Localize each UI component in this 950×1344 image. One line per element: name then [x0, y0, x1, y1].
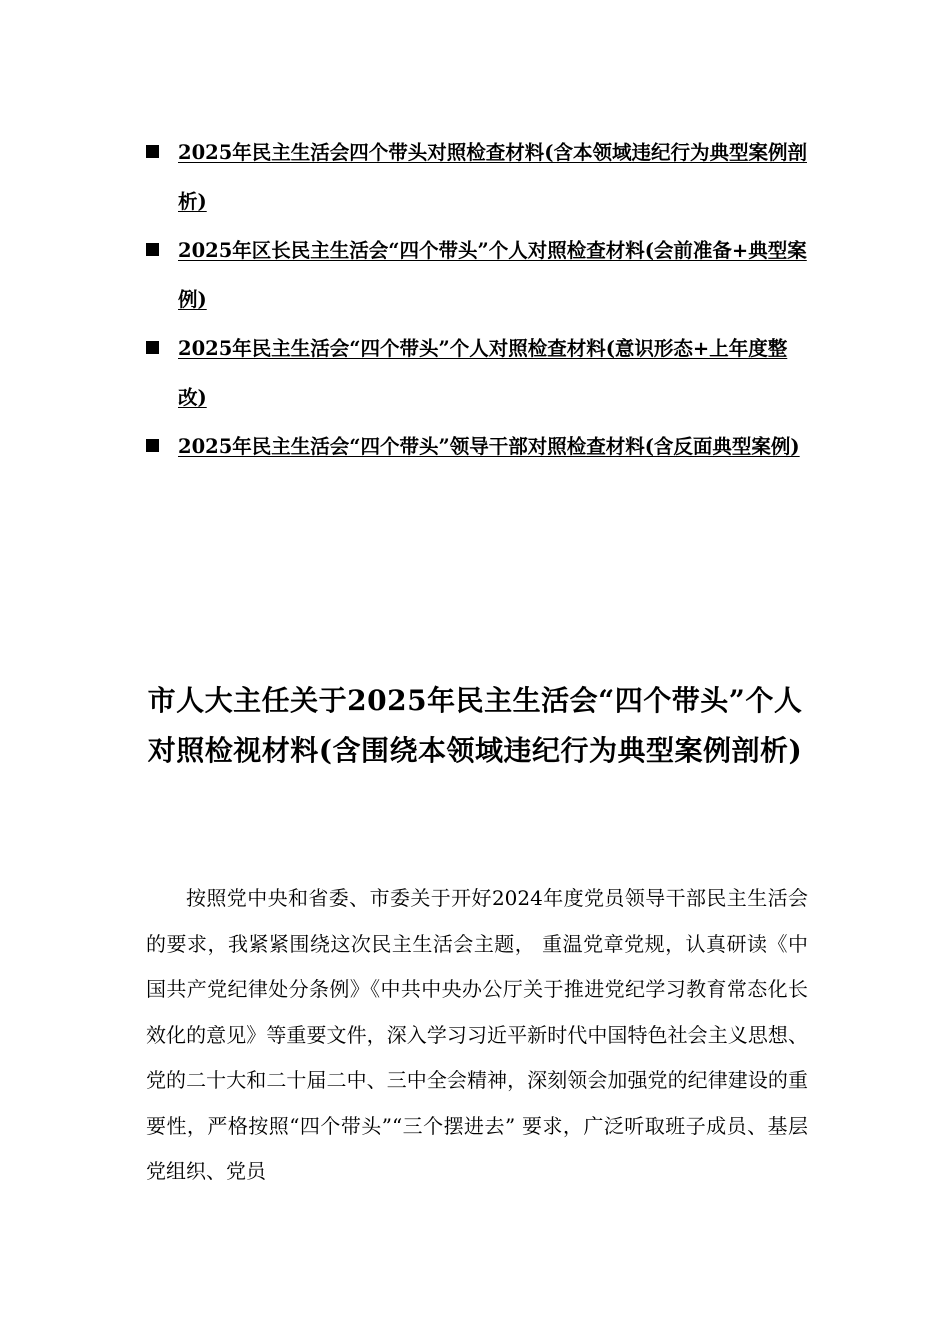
toc-link[interactable]: 2025年民主生活会四个带头对照检查材料(含本领域违纪行为典型案例剖析) [178, 141, 807, 213]
document-title: 市人大主任关于2025年民主生活会“四个带头”个人对照检视材料(含围绕本领域违纪行为典型案例剖析) [147, 684, 803, 767]
square-bullet-icon [146, 439, 159, 452]
toc-item [140, 226, 810, 324]
table-of-contents [140, 128, 810, 471]
toc-item [140, 128, 810, 226]
toc-item [140, 422, 810, 471]
toc-item [140, 324, 810, 422]
toc-link[interactable]: 2025年区长民主生活会“四个带头”个人对照检查材料(会前准备+典型案例) [178, 239, 807, 311]
square-bullet-icon [146, 243, 159, 256]
toc-link[interactable]: 2025年民主生活会“四个带头”个人对照检查材料(意识形态+上年度整改) [178, 337, 788, 409]
square-bullet-icon [146, 341, 159, 354]
square-bullet-icon [146, 145, 159, 158]
body-paragraph: 按照党中央和省委、市委关于开好2024年度党员领导干部民主生活会的要求，我紧紧围绕这次民主生活会主题， 重温党章党规，认真研读《中国共产党纪律处分条例》《中共中央办公厅关于推进党纪学习教育常态化长效化的意见》等重要文件，深入学习习近平新时代中国特色社会主义思想、 党的二十大和二十届二中、三中全会精神，深刻领会加强党的纪律建设的重要性，严格按照“四个带头”“三个摆进去” 要求，广泛听取班子成员、基层党组织、党员 [146, 886, 808, 1183]
toc-link[interactable]: 2025年民主生活会“四个带头”领导干部对照检查材料(含反面典型案例) [178, 435, 800, 458]
